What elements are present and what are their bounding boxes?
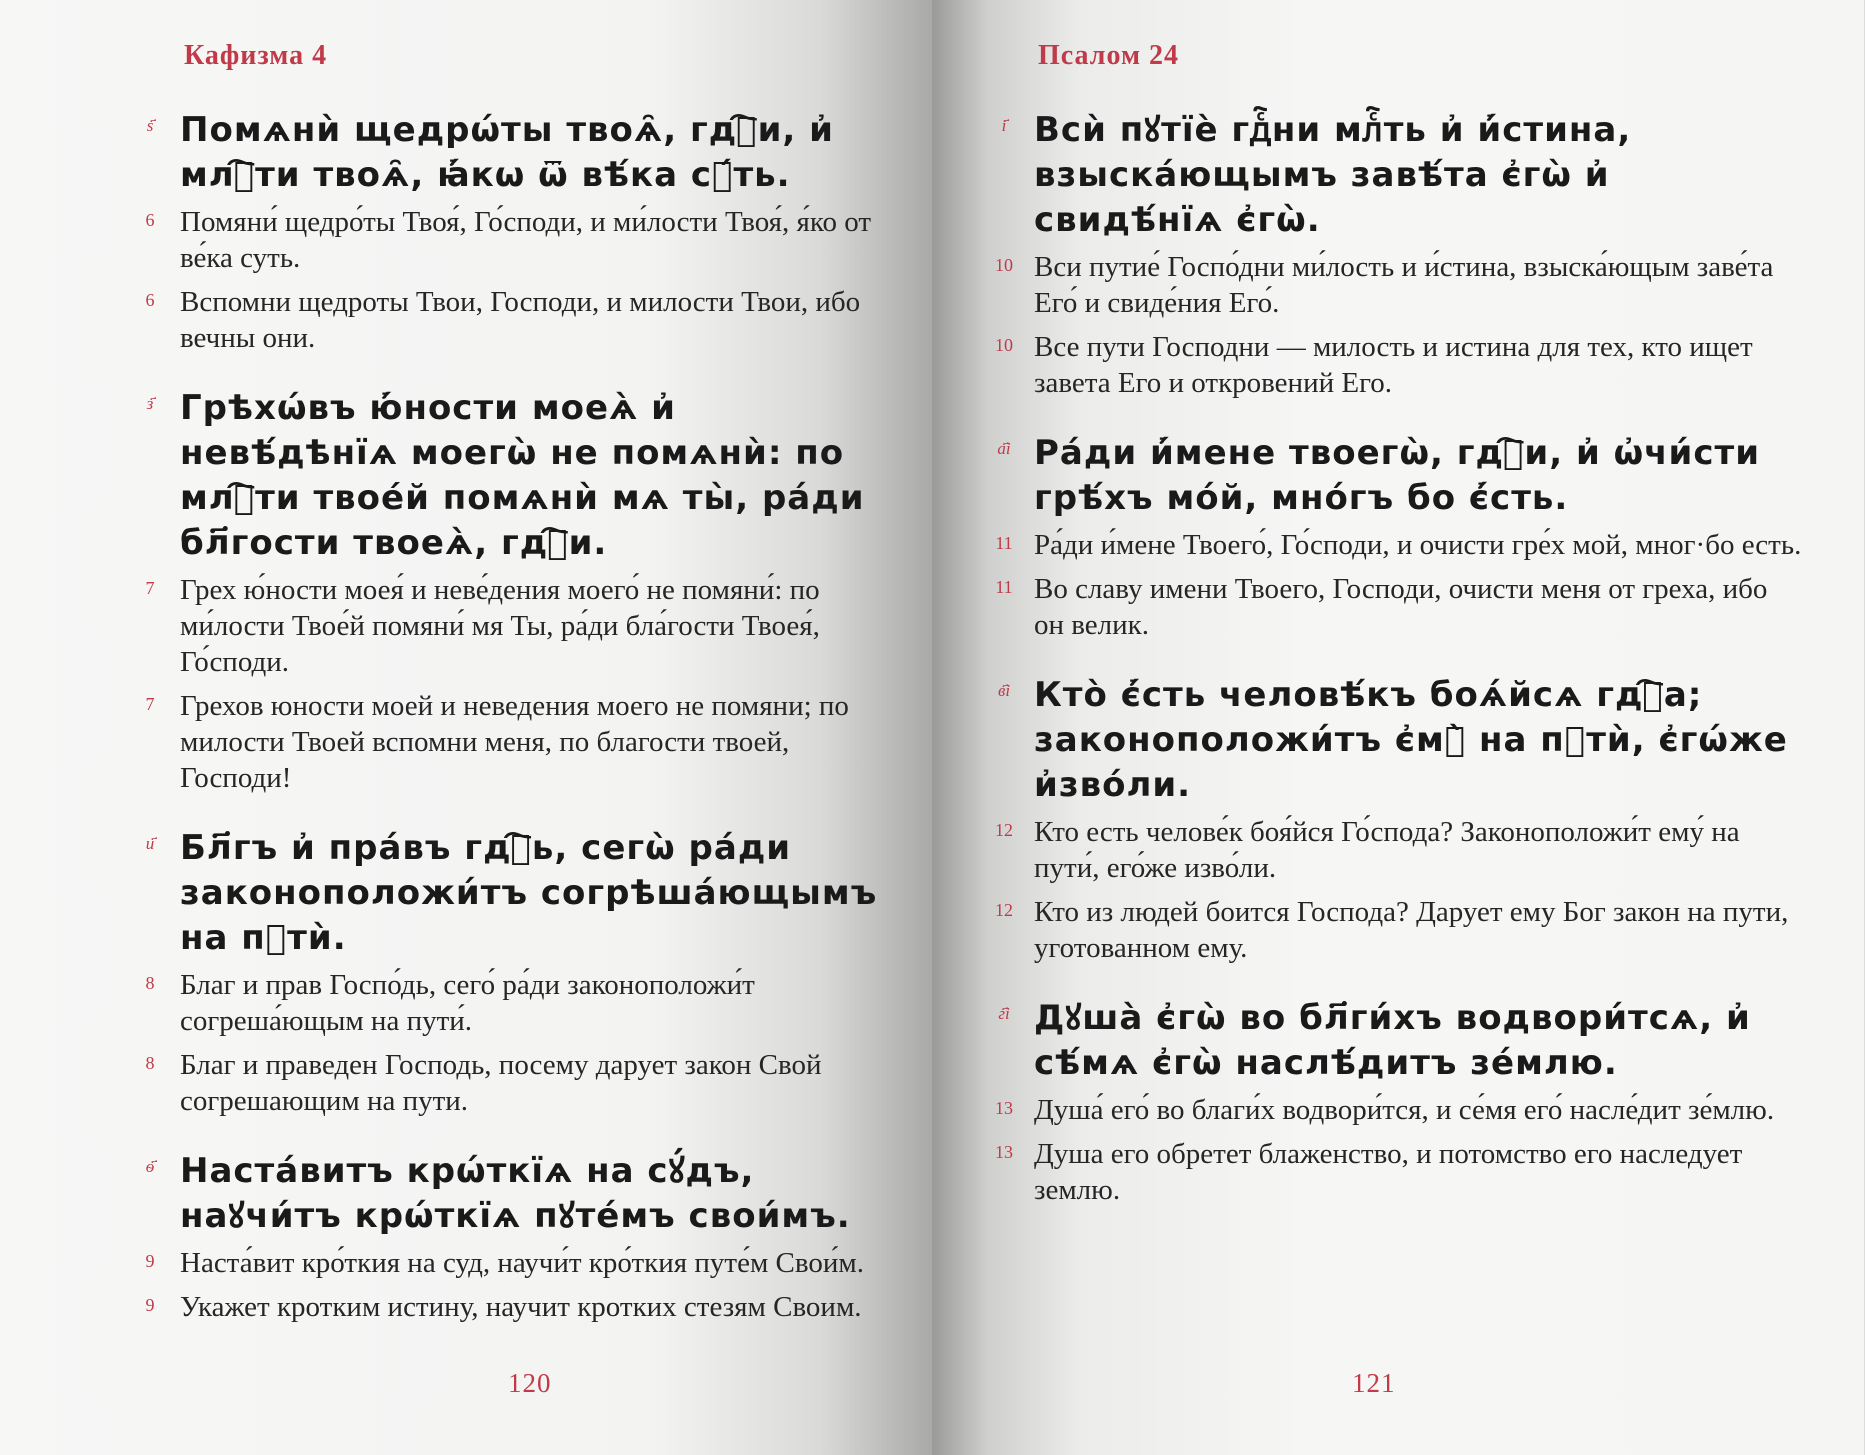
- modern-text: Укажет кротким истину, научит кротких стезям Своим.: [180, 1291, 862, 1323]
- church-slavonic-text: Наста́витъ крѡ́ткїѧ на сꙋ́дъ, наꙋчи́тъ крѡ́ткїѧ пꙋте́мъ свои́мъ.: [180, 1151, 851, 1236]
- verse-number: 13: [995, 1098, 1013, 1118]
- verse-group-12: [995, 673, 1804, 966]
- cs-verse: [998, 996, 1804, 1086]
- verse-number: 13: [995, 1142, 1013, 1162]
- modern-verse: [995, 894, 1804, 966]
- synodal-text: Помяни́ щедро́ты Твоя́, Го́споди, и ми́лости Твоя́, я́ко от ве́ка суть.: [180, 206, 871, 274]
- synodal-text: Грех ю́ности моея́ и неве́дения моего́ не помяни́: по ми́лости Твое́й помяни́ мя Ты, ра́ди бла́гости Твоея́, Го́споди.: [180, 574, 820, 678]
- verse-group-8: [145, 826, 892, 1119]
- cs-verse: [145, 1149, 892, 1239]
- verse-number: 6: [145, 210, 155, 230]
- synodal-verse: [145, 572, 892, 680]
- church-slavonic-text: Всѝ пꙋтїѐ гдⷭ҇ни млⷭ҇ть и҆ и҆́стина, взыска́ющымъ завѣ́та є҆гѡ̀ и҆ свидѣ́нїѧ є҆гѡ̀.: [1034, 110, 1632, 240]
- modern-verse: [995, 329, 1804, 401]
- verse-number: 6: [145, 290, 155, 310]
- synodal-verse: [995, 249, 1804, 321]
- verse-number: 8: [145, 973, 155, 993]
- modern-text: Благ и праведен Господь, посему дарует закон Свой согрешающим на пути.: [180, 1049, 822, 1117]
- modern-verse: [145, 1047, 892, 1119]
- verse-number: 11: [995, 533, 1013, 553]
- modern-verse: [995, 571, 1804, 643]
- cs-verse-number: ѳ҃: [145, 1157, 155, 1176]
- cs-verse-number: з҃: [146, 394, 154, 413]
- cs-verse: [997, 673, 1804, 808]
- verse-group-6: [145, 108, 892, 356]
- cs-verse: [145, 826, 892, 961]
- cs-verse-number: і҃: [1001, 116, 1007, 135]
- verse-number: 12: [995, 900, 1013, 920]
- cs-verse-number: а҃і: [997, 439, 1011, 458]
- cs-verse: [146, 386, 892, 566]
- cs-verse: [997, 431, 1804, 521]
- modern-verse: [995, 1136, 1804, 1208]
- modern-text: Кто из людей боится Господа? Дарует ему Бог закон на пути, уготованном ему.: [1034, 896, 1789, 964]
- church-slavonic-text: Ра́ди и҆́мене твоегѡ̀, гдⷭ҇и, и҆ ѡ҆чи́сти грѣ́хъ мо́й, мно́гъ бо є҆́сть.: [1034, 433, 1761, 518]
- verse-number: 7: [145, 694, 155, 714]
- verse-number: 7: [145, 578, 155, 598]
- modern-verse: [145, 1289, 892, 1325]
- verse-group-9: [145, 1149, 892, 1325]
- verse-number: 10: [995, 335, 1013, 355]
- modern-verse: [145, 284, 892, 356]
- page-number-right: 121: [1352, 1368, 1396, 1398]
- verse-group-10: [995, 108, 1804, 401]
- verse-group-7: [145, 386, 892, 796]
- modern-text: Во славу имени Твоего, Господи, очисти меня от греха, ибо он велик.: [1034, 573, 1768, 641]
- synodal-verse: [995, 814, 1804, 886]
- synodal-text: Наста́вит кро́ткия на суд, научи́т кро́ткия путе́м Свои́м.: [180, 1247, 865, 1279]
- right-page: [932, 0, 1864, 1455]
- synodal-text: Благ и прав Госпо́дь, сего́ ра́ди законоположи́т согреша́ющым на пути́.: [180, 969, 755, 1037]
- synodal-verse: [145, 967, 892, 1039]
- synodal-text: Ра́ди и́мене Твоего́, Го́споди, и очисти гре́х мой, мног·бо есть.: [1034, 529, 1802, 561]
- verse-number: 10: [995, 255, 1013, 275]
- modern-text: Вспомни щедроты Твои, Господи, и милости Твои, ибо вечны они.: [180, 286, 861, 354]
- church-slavonic-text: Кто̀ є҆́сть человѣ́къ боѧ́йсѧ гдⷭ҇а; законоположи́тъ є҆мꙋ̀ на пꙋтѝ, є҆гѡ́же и҆зво́ли.: [1034, 675, 1788, 805]
- modern-text: Душа его обретет блаженство, и потомство его наследует землю.: [1034, 1138, 1743, 1206]
- church-slavonic-text: Дꙋша̀ є҆гѡ̀ во бл҃ги́хъ водвори́тсѧ, и҆ сѣ́мѧ є҆гѡ̀ наслѣ́дитъ зе́млю.: [1034, 998, 1751, 1083]
- cs-verse: [1001, 108, 1804, 243]
- synodal-verse: [995, 1092, 1804, 1128]
- verse-group-11: [995, 431, 1804, 643]
- modern-text: Грехов юности моей и неведения моего не помяни; по милости Твоей вспомни меня, по благости твоей, Господи!: [180, 690, 849, 794]
- cs-verse-number: и҃: [145, 834, 155, 853]
- church-slavonic-text: Помѧнѝ щедрѡ́ты твоѧ̑, гдⷭ҇и, и҆ млⷭ҇ти твоѧ̑, ꙗ҆́кѡ ѿ вѣ́ка сꙋ́ть.: [180, 110, 834, 195]
- verse-number: 9: [145, 1251, 155, 1271]
- page-number-left: 120: [508, 1368, 552, 1398]
- synodal-verse: [145, 1245, 892, 1281]
- running-header-right: Псалом 24: [1038, 40, 1180, 71]
- running-header-left: Кафизма 4: [184, 40, 328, 71]
- verse-number: 11: [995, 577, 1013, 597]
- modern-verse: [145, 688, 892, 796]
- verse-number: 8: [145, 1053, 155, 1073]
- synodal-text: Кто есть челове́к боя́йся Го́спода? Законоположи́т ему́ на пути́, его́же изво́ли.: [1034, 816, 1740, 884]
- synodal-verse: [995, 527, 1804, 563]
- synodal-verse: [145, 204, 892, 276]
- cs-verse-number: ѕ҃: [146, 116, 154, 135]
- modern-text: Все пути Господни — милость и истина для тех, кто ищет завета Его и откровений Его.: [1034, 331, 1753, 399]
- cs-verse: [146, 108, 892, 198]
- verse-number: 12: [995, 820, 1013, 840]
- verse-number: 9: [145, 1295, 155, 1315]
- cs-verse-number: г҃і: [998, 1004, 1010, 1023]
- synodal-text: Вси путие́ Госпо́дни ми́лость и и́стина, взыска́ющым заве́та Его́ и свиде́ния Его́.: [1034, 251, 1774, 319]
- synodal-text: Душа́ его́ во благи́х водвори́тся, и се́мя его́ насле́дит зе́млю.: [1034, 1094, 1775, 1126]
- cs-verse-number: в҃і: [997, 681, 1011, 700]
- verse-group-13: [995, 996, 1804, 1208]
- left-page: [0, 0, 932, 1455]
- church-slavonic-text: Грѣхѡ́въ ю҆́ности моеѧ̀ и҆ невѣ́дѣнїѧ моегѡ̀ не помѧнѝ: по млⷭ҇ти твоéй помѧнѝ мѧ ты̀, ра́ди бл҃гости твоеѧ̀, гдⷭ҇и.: [180, 388, 865, 563]
- church-slavonic-text: Бл҃гъ и҆ пра́въ гдⷭ҇ь, сегѡ̀ ра́ди законоположи́тъ согрѣша́ющымъ на пꙋтѝ.: [180, 828, 878, 958]
